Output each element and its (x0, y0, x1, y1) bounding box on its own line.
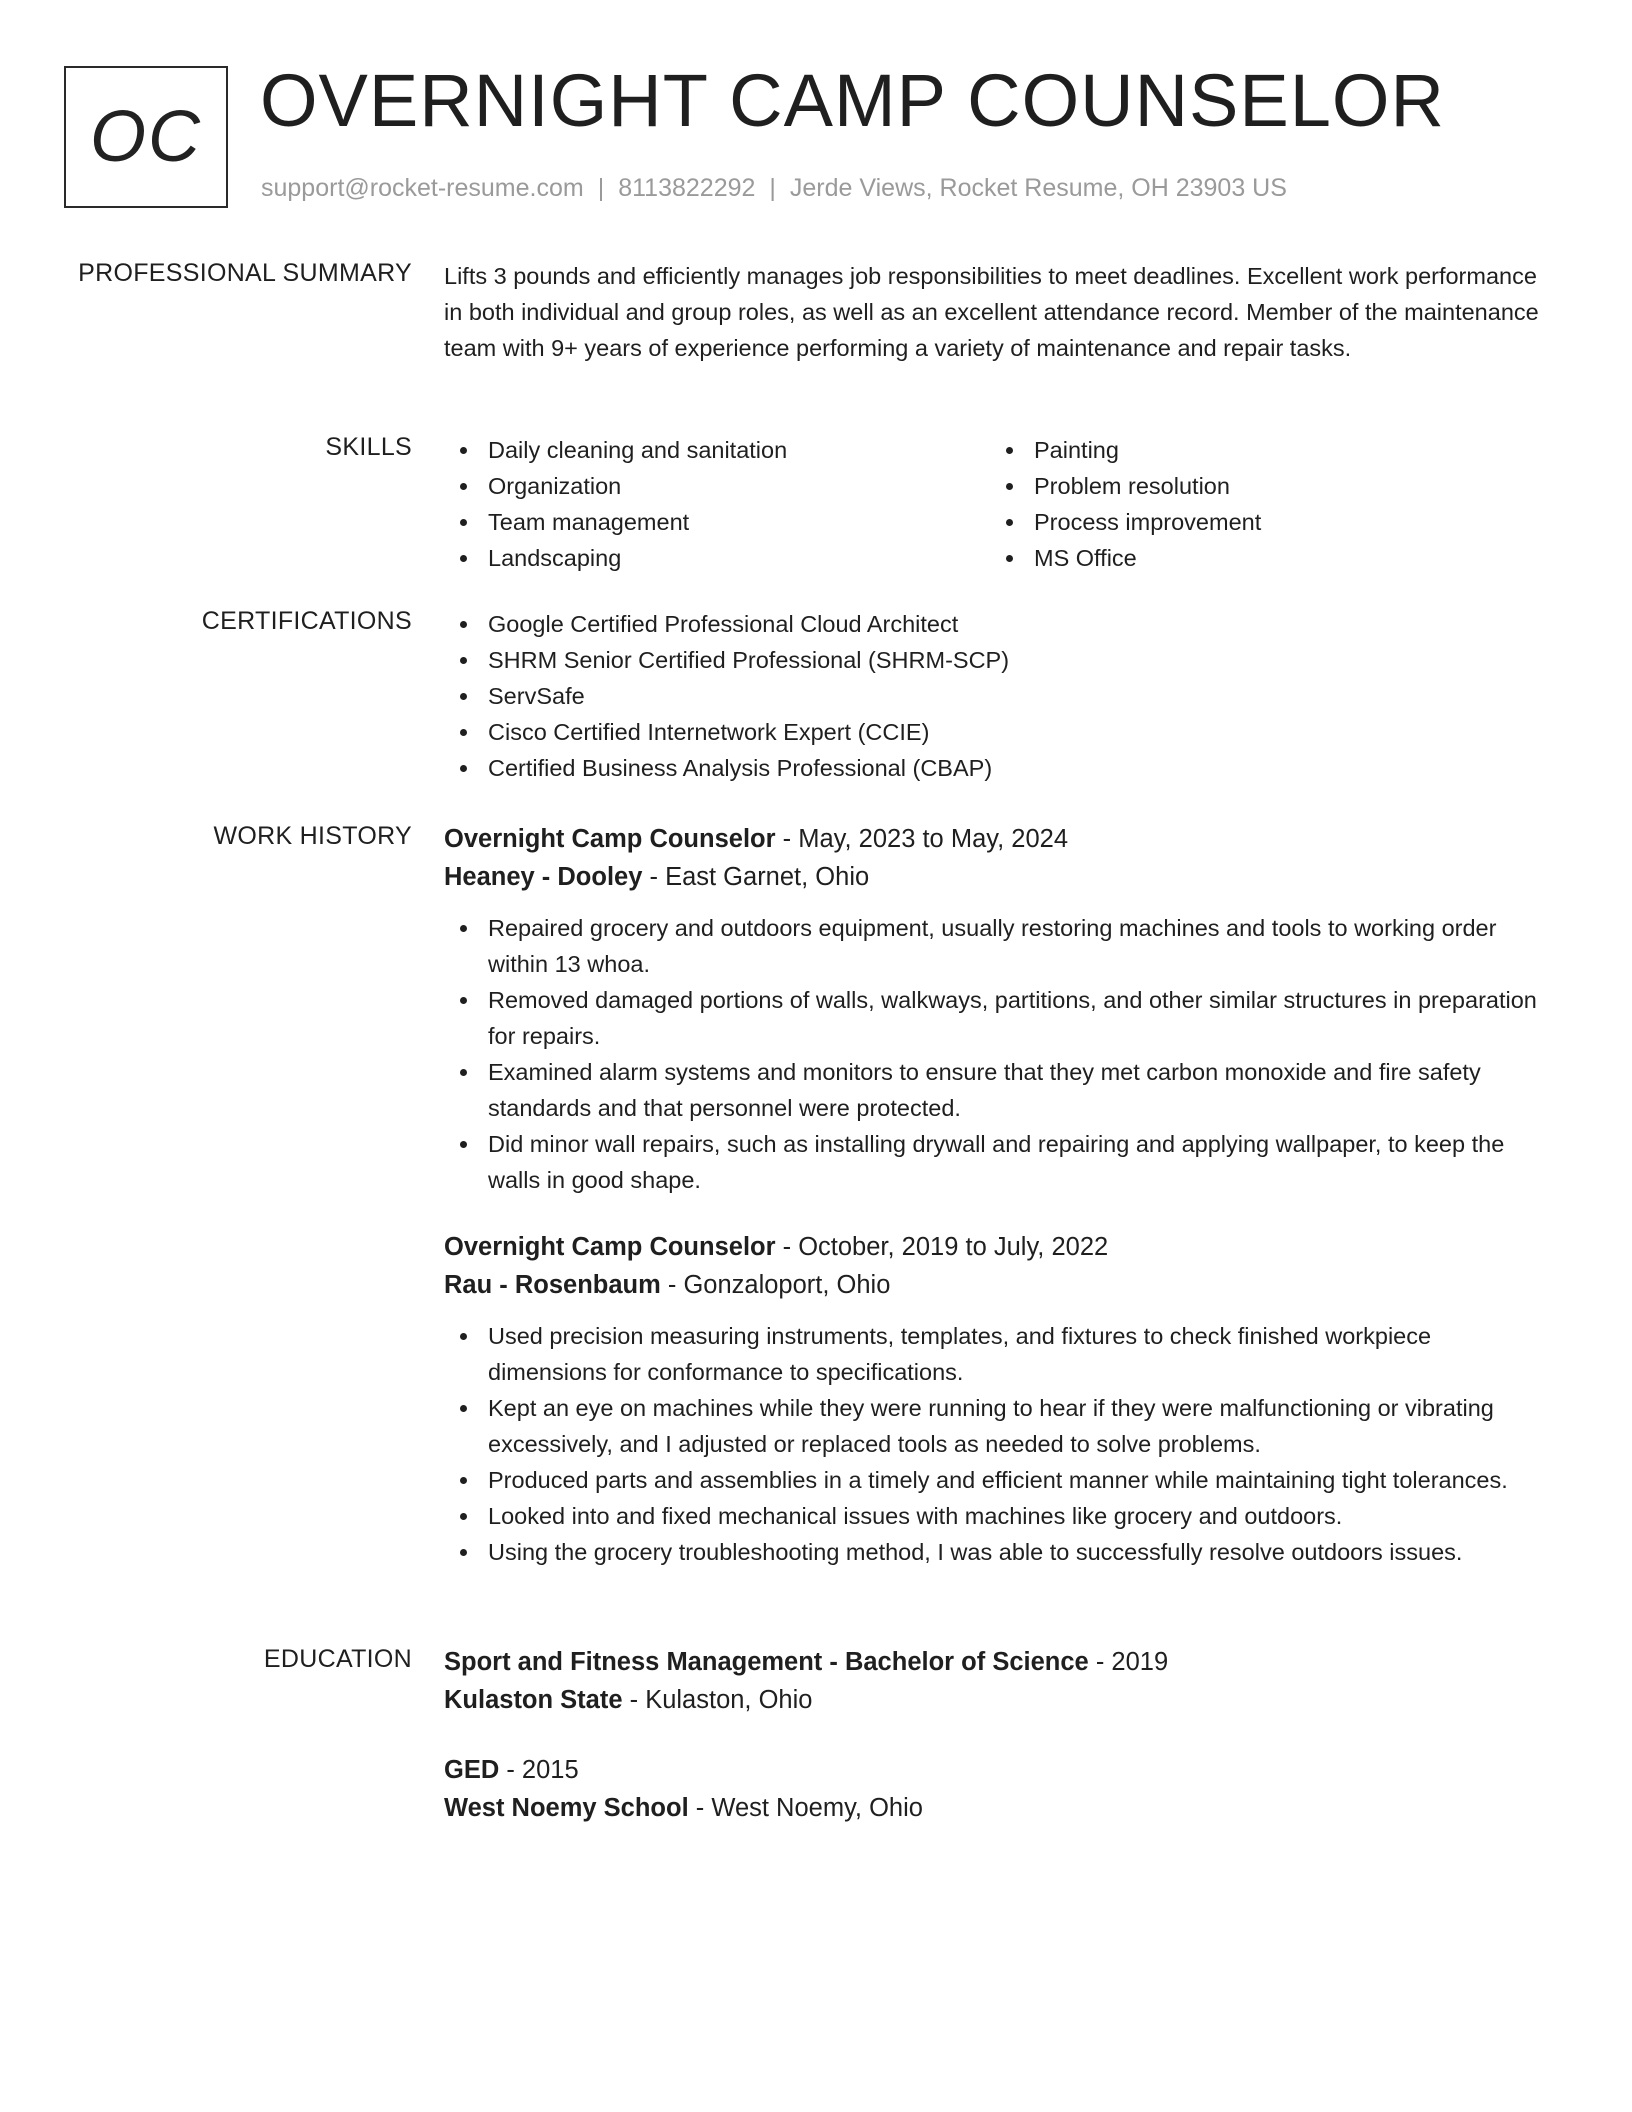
skill-item: Team management (444, 504, 990, 540)
skills-column-2 (990, 432, 1536, 576)
job-bullet: Looked into and fixed mechanical issues with machines like grocery and outdoors. (444, 1498, 1556, 1534)
contact-separator: | (597, 174, 605, 202)
education-school-line (444, 1681, 1556, 1719)
job-role: Overnight Camp Counselor (444, 825, 776, 853)
monogram-initials: OC (90, 97, 202, 177)
job-bullet: Did minor wall repairs, such as installing drywall and repairing and applying wallpaper, to keep the walls in good shape. (444, 1126, 1556, 1198)
section-title-work: WORK HISTORY (213, 822, 412, 850)
contact-line (261, 174, 1287, 203)
education-entries (444, 1643, 1556, 1827)
education-school: West Noemy School (444, 1794, 689, 1822)
education-degree-line (444, 1751, 1556, 1789)
skill-item: Daily cleaning and sanitation (444, 432, 990, 468)
education-degree: Sport and Fitness Management - Bachelor of Science (444, 1648, 1089, 1676)
job-company-line (444, 1266, 1556, 1304)
job-bullet: Used precision measuring instruments, templates, and fixtures to check finished workpiece dimensions for conformance to specifications. (444, 1318, 1556, 1390)
certification-item: ServSafe (444, 678, 1556, 714)
candidate-name: OVERNIGHT CAMP COUNSELOR (260, 59, 1445, 142)
monogram-box (64, 66, 228, 208)
job-bullets (444, 910, 1556, 1198)
skill-item: Organization (444, 468, 990, 504)
education-year: - 2019 (1088, 1648, 1169, 1676)
job-company: Heaney - Dooley (444, 863, 643, 891)
skill-item: Painting (990, 432, 1536, 468)
contact-email[interactable]: support@rocket-resume.com (261, 174, 584, 202)
job-location: - East Garnet, Ohio (642, 863, 870, 891)
education-entry (444, 1643, 1556, 1719)
job-entry (444, 820, 1556, 1198)
skills-grid (444, 432, 1556, 576)
education-location: - Kulaston, Ohio (622, 1686, 813, 1714)
job-role: Overnight Camp Counselor (444, 1233, 776, 1261)
job-bullet: Removed damaged portions of walls, walkways, partitions, and other similar structures in preparation for repairs. (444, 982, 1556, 1054)
work-entries (444, 820, 1556, 1570)
section-title-certifications: CERTIFICATIONS (201, 607, 412, 635)
section-title-summary: PROFESSIONAL SUMMARY (78, 259, 412, 287)
job-bullet: Produced parts and assemblies in a timely and efficient manner while maintaining tight tolerances. (444, 1462, 1556, 1498)
skill-item: Problem resolution (990, 468, 1536, 504)
skill-item: MS Office (990, 540, 1536, 576)
skill-item: Landscaping (444, 540, 990, 576)
education-school: Kulaston State (444, 1686, 623, 1714)
job-bullet: Examined alarm systems and monitors to ensure that they met carbon monoxide and fire safety standards and that personnel were protected. (444, 1054, 1556, 1126)
contact-separator: | (769, 174, 776, 202)
job-dates: - October, 2019 to July, 2022 (775, 1233, 1109, 1261)
job-bullet: Repaired grocery and outdoors equipment, usually restoring machines and tools to working order within 13 whoa. (444, 910, 1556, 982)
section-title-education: EDUCATION (263, 1645, 412, 1673)
job-bullet: Using the grocery troubleshooting method, I was able to successfully resolve outdoors issues. (444, 1534, 1556, 1570)
contact-address: Jerde Views, Rocket Resume, OH 23903 US (789, 174, 1287, 202)
job-title-line (444, 820, 1556, 858)
section-title-skills: SKILLS (325, 433, 412, 461)
certifications-list (444, 606, 1556, 786)
contact-phone[interactable]: 8113822292 (618, 174, 756, 202)
certification-item: SHRM Senior Certified Professional (SHRM-SCP) (444, 642, 1556, 678)
job-dates: - May, 2023 to May, 2024 (775, 825, 1068, 853)
certification-item: Cisco Certified Internetwork Expert (CCIE) (444, 714, 1556, 750)
education-year: - 2015 (499, 1756, 579, 1784)
certification-item: Certified Business Analysis Professional (CBAP) (444, 750, 1556, 786)
job-bullets (444, 1318, 1556, 1570)
job-bullet: Kept an eye on machines while they were running to hear if they were malfunctioning or vibrating excessively, and I adjusted or replaced tools as needed to solve problems. (444, 1390, 1556, 1462)
education-entry (444, 1751, 1556, 1827)
education-location: - West Noemy, Ohio (688, 1794, 923, 1822)
job-title-line (444, 1228, 1556, 1266)
job-company-line (444, 858, 1556, 896)
job-company: Rau - Rosenbaum (444, 1271, 661, 1299)
summary-text: Lifts 3 pounds and efficiently manages job responsibilities to meet deadlines. Excellent work performance in both individual and group roles, as well as an excellent attendance record. Member of the maintenance team with 9+ years of experience performing a variety of maintenance and repair tasks. (444, 263, 1539, 361)
education-degree: GED (444, 1756, 500, 1784)
skill-item: Process improvement (990, 504, 1536, 540)
certification-item: Google Certified Professional Cloud Architect (444, 606, 1556, 642)
education-school-line (444, 1789, 1556, 1827)
job-location: - Gonzaloport, Ohio (660, 1271, 891, 1299)
skills-column-1 (444, 432, 990, 576)
education-degree-line (444, 1643, 1556, 1681)
job-entry (444, 1228, 1556, 1570)
